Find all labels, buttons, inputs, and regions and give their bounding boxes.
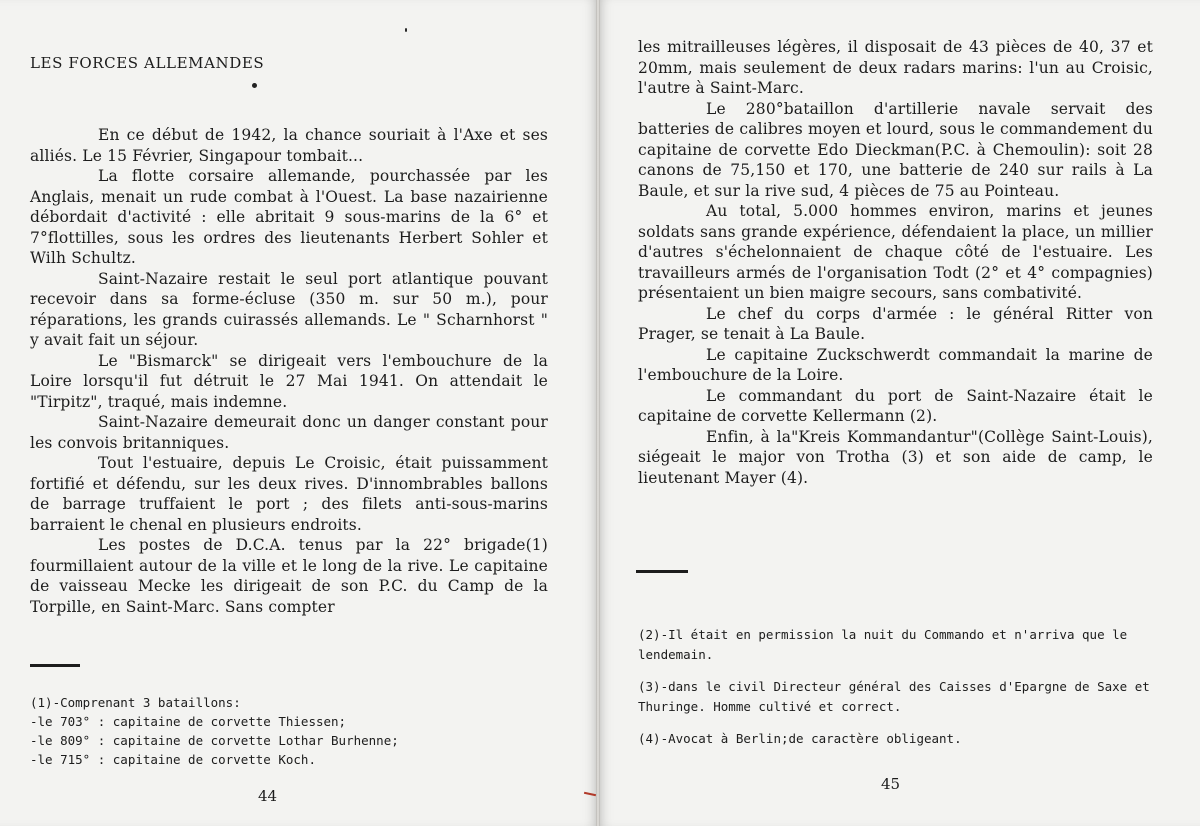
footnote-line: -le 809° : capitaine de corvette Lothar Burhenne;	[30, 733, 399, 748]
chapter-heading: LES FORCES ALLEMANDES	[30, 54, 265, 72]
paragraph: En ce début de 1942, la chance souriait à l'Axe et ses alliés. Le 15 Février, Singapour tombait...	[30, 126, 548, 165]
paragraph: Les postes de D.C.A. tenus par la 22° brigade(1) fourmillaient autour de la ville et le long de la rive. Le capitaine de vaisseau Mecke les dirigeait de son P.C. du Camp de la Torpille, en Saint-Marc. Sans compter	[30, 536, 548, 616]
page-number: 45	[881, 775, 901, 793]
footnote-line: -le 703° : capitaine de corvette Thiessen;	[30, 714, 347, 729]
book-gutter	[596, 0, 600, 826]
left-footnotes	[30, 693, 550, 769]
paragraph: Saint-Nazaire restait le seul port atlantique pouvant recevoir dans sa forme-écluse (350 m. sur 50 m.), pour réparations, les grands cuirassés allemands. Le " Scharnhorst " y avait fait un séjour.	[30, 269, 548, 349]
paragraph: Le capitaine Zuckschwerdt commandait la marine de l'embouchure de la Loire.	[638, 345, 1153, 384]
right-footnotes	[638, 625, 1158, 761]
ink-dot	[252, 83, 257, 88]
footnote-separator	[636, 570, 688, 573]
ink-speck	[405, 28, 407, 32]
right-page	[598, 0, 1200, 826]
paragraph: Au total, 5.000 hommes environ, marins et jeunes soldats sans grande expérience, défendaient la place, un millier d'autres s'échelonnaient de chaque côté de l'estuaire. Les travailleurs armés de l'organisation Todt (2° et 4° compagnies) présentaient un bien maigre secours, sans combativité.	[638, 202, 1153, 302]
paragraph: Le 280°bataillon d'artillerie navale servait des batteries de calibres moyen et lourd, sous le commandement du capitaine de corvette Edo Dieckman(P.C. à Chemoulin): soit 28 canons de 75,150 et 170, une batterie de 240 sur rails à La Baule, et sur la rive sud, 4 pièces de 75 au Pointeau.	[638, 99, 1153, 200]
footnote-line: (1)-Comprenant 3 bataillons:	[30, 695, 241, 710]
left-page	[0, 0, 598, 826]
footnote: (3)-dans le civil Directeur général des Caisses d'Epargne de Saxe et Thuringe. Homme cultivé et correct.	[638, 679, 1150, 714]
paragraph: Le commandant du port de Saint-Nazaire était le capitaine de corvette Kellermann (2).	[638, 386, 1153, 425]
footnote: (4)-Avocat à Berlin;de caractère obligeant.	[638, 731, 962, 746]
paragraph: les mitrailleuses légères, il disposait de 43 pièces de 40, 37 et 20mm, mais seulement de deux radars marins: l'un au Croisic, l'autre à Saint-Marc.	[638, 38, 1153, 97]
paragraph: Tout l'estuaire, depuis Le Croisic, était puissamment fortifié et défendu, sur les deux rives. D'innombrables ballons de barrage truffaient le port ; des filets anti-sous-marins barraient le chenal en plusieurs endroits.	[30, 454, 548, 534]
footnote: (2)-Il était en permission la nuit du Commando et n'arriva que le lendemain.	[638, 627, 1128, 662]
paragraph: Enfin, à la"Kreis Kommandantur"(Collège Saint-Louis), siégeait le major von Trotha (3) et son aide de camp, le lieutenant Mayer (4).	[638, 427, 1153, 487]
paragraph: Le "Bismarck" se dirigeait vers l'embouchure de la Loire lorsqu'il fut détruit le 27 Mai 1941. On attendait le "Tirpitz", traqué, mais indemne.	[30, 351, 548, 411]
footnote-line: -le 715° : capitaine de corvette Koch.	[30, 752, 316, 767]
paragraph: La flotte corsaire allemande, pourchassée par les Anglais, menait un rude combat à l'Ouest. La base nazairienne débordait d'activité : elle abritait 9 sous-marins de la 6° et 7°flottilles, sous les ordres des lieutenants Herbert Sohler et Wilh Schultz.	[30, 167, 548, 267]
paragraph: Le chef du corps d'armée : le général Ritter von Prager, se tenait à La Baule.	[638, 304, 1153, 343]
paragraph: Saint-Nazaire demeurait donc un danger constant pour les convois britanniques.	[30, 413, 548, 452]
left-body-text	[30, 125, 548, 617]
footnote-separator	[30, 664, 80, 667]
right-body-text	[638, 37, 1153, 488]
page-number: 44	[258, 787, 278, 805]
